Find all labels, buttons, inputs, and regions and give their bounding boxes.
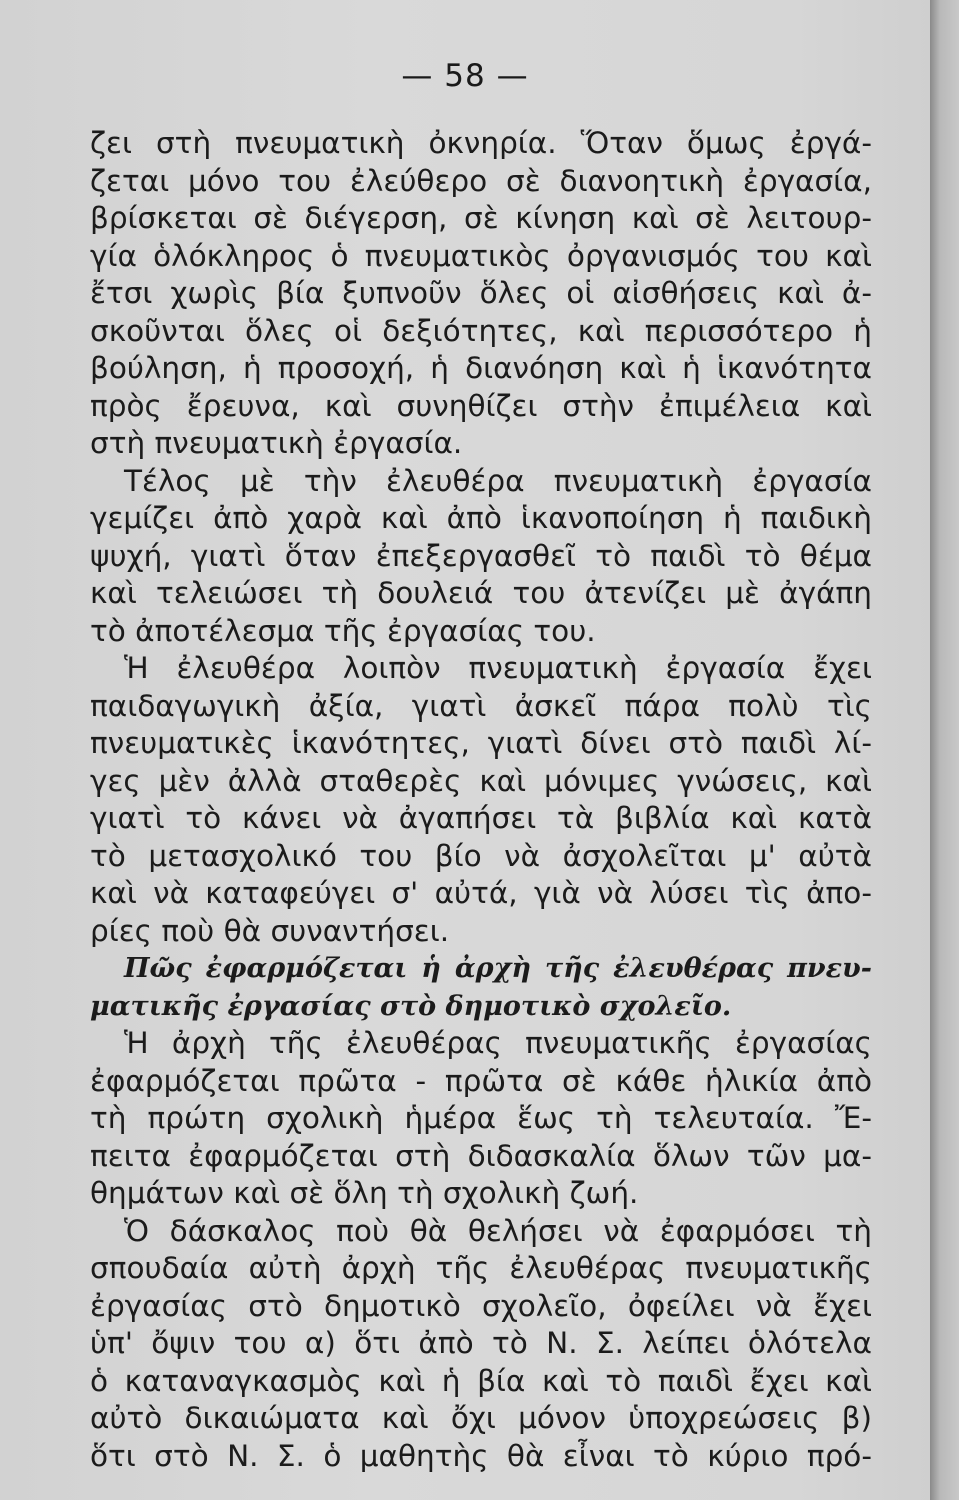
text-line: παιδαγωγικὴ ἀξία, γιατὶ ἀσκεῖ πάρα πολὺ τὶς <box>90 688 872 723</box>
text-line: ὑπ' ὄψιν του α) ὅτι ἀπὸ τὸ Ν. Σ. λείπει ὁλότελα <box>90 1326 872 1360</box>
text-line: ψυχή, γιατὶ ὅταν ἐπεξεργασθεῖ τὸ παιδὶ τὸ θέμα <box>90 538 872 573</box>
body-text <box>90 125 872 1475</box>
text-line: σπουδαία αὐτὴ ἀρχὴ τῆς ἐλευθέρας πνευματικῆς <box>90 1251 872 1285</box>
text-line: τὸ μετασχολικό του βίο νὰ ἀσχολεῖται μ' αὐτὰ <box>90 838 872 873</box>
section-heading-line: ματικῆς ἐργασίας στὸ δημοτικὸ σχολεῖο. <box>90 990 732 1022</box>
text-line: γία ὁλόκληρος ὁ πνευματικὸς ὀργανισμός του καὶ <box>90 238 872 273</box>
text-line: πνευματικὲς ἱκανότητες, γιατὶ δίνει στὸ παιδὶ λί- <box>90 726 872 760</box>
text-line: σκοῦνται ὅλες οἱ δεξιότητες, καὶ περισσότερο ἡ <box>90 313 872 348</box>
text-line: γες μὲν ἀλλὰ σταθερὲς καὶ μόνιμες γνώσεις, καὶ <box>90 763 872 798</box>
text-line: ζει στὴ πνευματικὴ ὀκνηρία. Ὅταν ὅμως ἐργά- <box>90 126 872 160</box>
text-line: ἐργασίας στὸ δημοτικὸ σχολεῖο, ὀφείλει νὰ ἔχει <box>90 1288 872 1323</box>
text-line: πρὸς ἔρευνα, καὶ συνηθίζει στὴν ἐπιμέλεια καὶ <box>90 388 872 423</box>
page-number: — 58 — <box>401 58 529 94</box>
text-line: βούληση, ἡ προσοχή, ἡ διανόηση καὶ ἡ ἱκανότητα <box>90 351 872 385</box>
text-line: ὁ καταναγκασμὸς καὶ ἡ βία καὶ τὸ παιδὶ ἔχει καὶ <box>90 1363 872 1398</box>
text-line: θημάτων καὶ σὲ ὅλη τὴ σχολικὴ ζωή. <box>90 1176 639 1210</box>
text-line: ὅτι στὸ Ν. Σ. ὁ μαθητὴς θὰ εἶναι τὸ κύριο πρό- <box>90 1438 872 1473</box>
text-line: ἐφαρμόζεται πρῶτα - πρῶτα σὲ κάθε ἡλικία ἀπὸ <box>90 1063 872 1098</box>
text-line: γεμίζει ἀπὸ χαρὰ καὶ ἀπὸ ἱκανοποίηση ἡ παιδικὴ <box>90 501 872 535</box>
text-line: καὶ τελειώσει τὴ δουλειά του ἀτενίζει μὲ ἀγάπη <box>90 576 872 610</box>
text-line: Ἡ ἀρχὴ τῆς ἐλευθέρας πνευματικῆς ἐργασίας <box>124 1026 872 1060</box>
text-line: Ὁ δάσκαλος ποὺ θὰ θελήσει νὰ ἐφαρμόσει τὴ <box>124 1213 872 1248</box>
text-line: αὐτὸ δικαιώματα καὶ ὄχι μόνον ὑποχρεώσεις β) <box>90 1401 872 1435</box>
text-line: ἔτσι χωρὶς βία ξυπνοῦν ὅλες οἱ αἰσθήσεις καὶ ἀ- <box>90 276 872 310</box>
text-line: Τέλος μὲ τὴν ἐλευθέρα πνευματικὴ ἐργασία <box>124 463 872 498</box>
text-line: ρίες ποὺ θὰ συναντήσει. <box>90 913 450 948</box>
page-edge <box>930 0 959 1500</box>
text-line: γιατὶ τὸ κάνει νὰ ἀγαπήσει τὰ βιβλία καὶ κατὰ <box>90 801 872 835</box>
text-line: στὴ πνευματικὴ ἐργασία. <box>90 426 463 460</box>
section-heading-line: Πῶς ἐφαρμόζεται ἡ ἀρχὴ τῆς ἐλευθέρας πνευ- <box>124 953 872 984</box>
text-line: ζεται μόνο του ἐλεύθερο σὲ διανοητικὴ ἐργασία, <box>90 163 872 198</box>
text-line: Ἡ ἐλευθέρα λοιπὸν πνευματικὴ ἐργασία ἔχει <box>124 651 872 685</box>
text-line: βρίσκεται σὲ διέγερση, σὲ κίνηση καὶ σὲ λειτουρ- <box>90 201 872 235</box>
text-line: καὶ νὰ καταφεύγει σ' αὐτά, γιὰ νὰ λύσει τὶς ἀπο- <box>90 876 872 910</box>
text-line: τὴ πρώτη σχολικὴ ἡμέρα ἕως τὴ τελευταία. Ἔ- <box>90 1101 872 1135</box>
text-line: πειτα ἐφαρμόζεται στὴ διδασκαλία ὅλων τῶν μα- <box>90 1138 872 1173</box>
text-line: τὸ ἀποτέλεσμα τῆς ἐργασίας του. <box>90 613 596 648</box>
